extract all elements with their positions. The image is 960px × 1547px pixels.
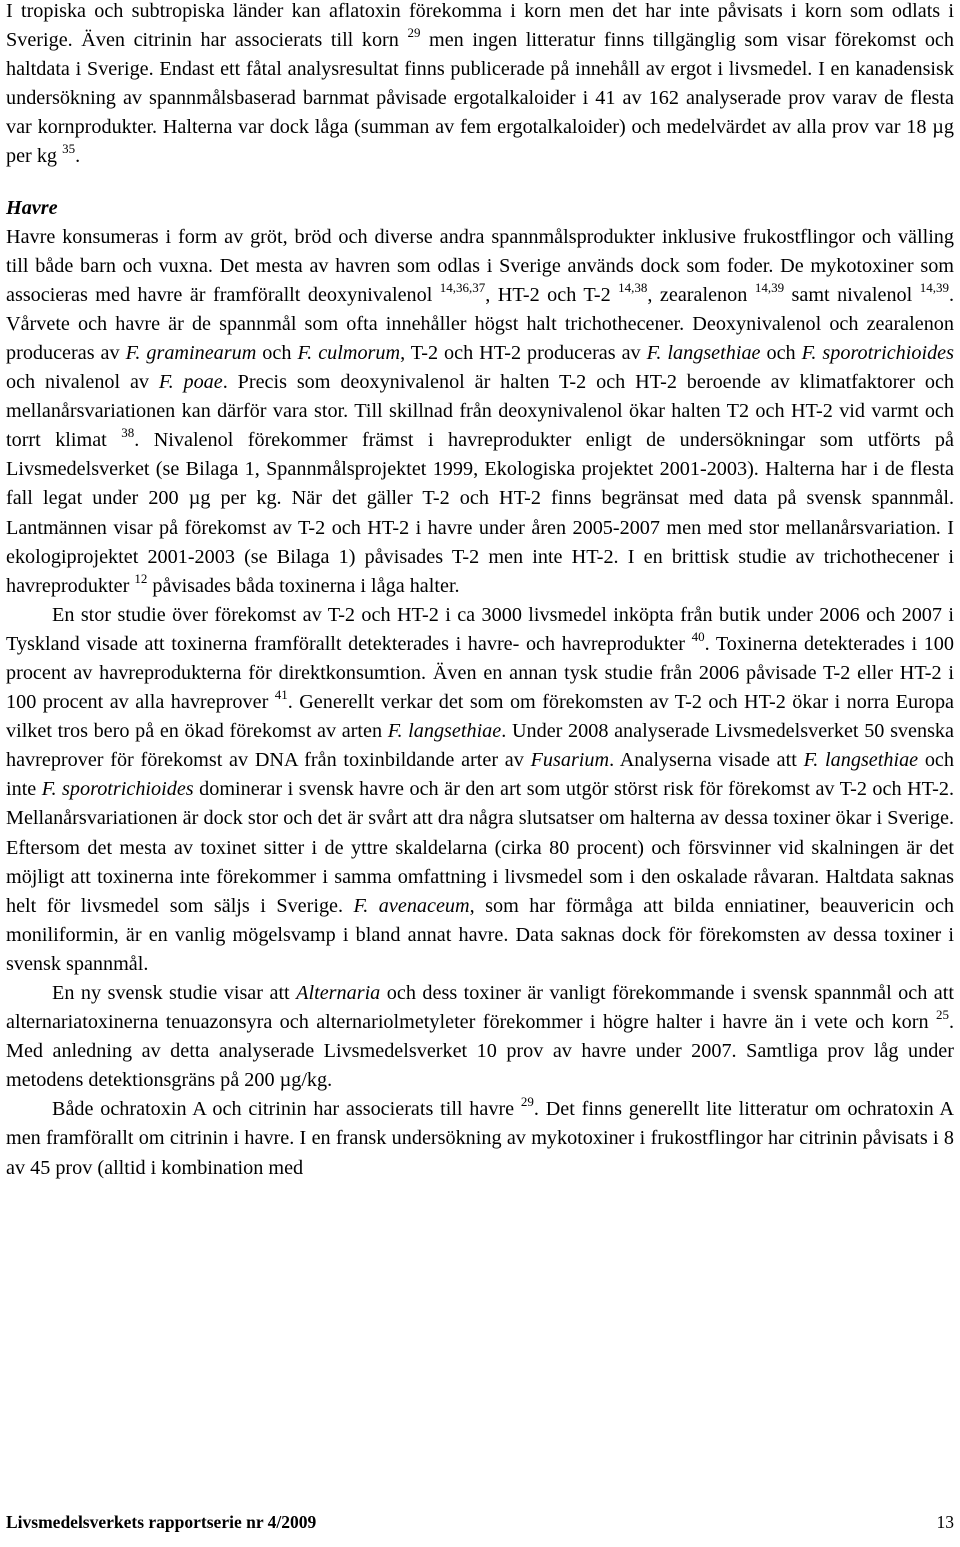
text-run: och xyxy=(760,341,802,364)
text-run: och inte xyxy=(6,749,954,801)
text-run: , zearalenon xyxy=(647,283,755,306)
reference-number: 14,38 xyxy=(618,279,648,295)
text-run: En ny svensk studie visar att xyxy=(52,982,297,1004)
paragraph-havre-3 xyxy=(6,979,954,1095)
text-run: . Det finns generellt lite litteratur om ochratoxin A men framförallt om citrinin i havre. I en fransk undersökning av mykotoxiner i frukostflingor har citrinin påvisats i 8 av 45 prov (alltid i kombination med xyxy=(6,1098,954,1179)
document-body xyxy=(6,0,954,1183)
species-name: F. langsethiae xyxy=(387,720,502,743)
species-name: F. avenaceum xyxy=(353,894,470,917)
page-number: 13 xyxy=(936,1512,954,1532)
species-name: F. culmorum xyxy=(297,341,401,364)
text-run: . Toxinerna detekterades i 100 procent av havreprodukterna för direktkonsumtion. Även en annan tysk studie från 2006 påvisade T-2 eller HT-2 i 100 procent av alla havreprover xyxy=(6,632,954,714)
text-run: och nivalenol av xyxy=(6,371,159,394)
reference-number: 14,39 xyxy=(754,279,785,295)
species-name: F. langsethiae xyxy=(646,341,761,364)
text-run: men ingen litteratur finns tillgänglig som visar förekomst och haltdata i Sverige. Endast ett fåtal analysresultat finns publicerade på innehåll av ergot i livsmedel. I en kanadensisk undersökning av spannmålsbaserad barnmat påvisade ergotalkaloider i 41 av 162 analyserade prov varav de flesta var kornprodukter. Halterna var dock låga (summan av fem ergotalkaloider) och medelvärdet av alla prov var 18 µg per kg xyxy=(6,29,954,168)
reference-number: 12 xyxy=(134,570,148,586)
text-run: I tropiska och subtropiska länder kan aflatoxin förekomma i korn men det har inte påvisats i korn som odlats i Sverige. Även citrinin har associerats till korn xyxy=(6,0,954,52)
reference-number: 35 xyxy=(62,141,76,157)
text-run: påvisades båda toxinerna i låga halter. xyxy=(147,574,460,597)
reference-number: 41 xyxy=(274,687,288,703)
reference-number: 38 xyxy=(121,425,135,441)
species-name: F. sporotrichioides xyxy=(801,341,955,364)
text-run: . Generellt verkar det som om förekomsten av T-2 och HT-2 ökar i norra Europa vilket tros bero på en ökad förekomst av arten xyxy=(6,691,954,743)
report-series-label: Livsmedelsverkets rapportserie nr 4/2009 xyxy=(6,1512,317,1532)
species-name: F. sporotrichioides xyxy=(41,778,194,801)
species-name: F. graminearum xyxy=(125,341,257,364)
text-run: samt nivalenol xyxy=(784,283,920,306)
reference-number: 14,36,37 xyxy=(439,279,486,295)
text-run: . Under 2008 analyserade Livsmedelsverket 50 svenska havreprover för förekomst av DNA från toxinbildande arter av xyxy=(6,720,954,772)
text-run: . Analyserna visade att xyxy=(609,749,804,772)
reference-number: 14,39 xyxy=(919,279,949,295)
text-run: och xyxy=(256,341,298,364)
paragraph-havre-1 xyxy=(6,223,954,601)
page-footer xyxy=(6,1511,954,1533)
text-run: . Med anledning av detta analyserade Livsmedelsverket 10 prov av havre under 2007. Samtliga prov låg under metodens detektionsgräns på 200 µg/kg. xyxy=(6,1011,954,1092)
text-run: . xyxy=(75,145,81,168)
paragraph-havre-2 xyxy=(6,601,954,979)
text-run: Havre xyxy=(6,196,58,219)
text-run: och dess toxiner är vanligt förekommande i svensk spannmål och att alternariatoxinerna tenuazonsyra och alternariolmetyleter förekommer i högre halter i havre än i vete och korn xyxy=(6,982,954,1034)
species-name: Fusarium xyxy=(530,749,610,772)
text-run: , T-2 och HT-2 produceras av xyxy=(400,341,647,364)
text-run: Både ochratoxin A och citrinin har associerats till havre xyxy=(52,1098,521,1121)
species-name: F. langsethiae xyxy=(803,749,919,772)
species-name: F. poae xyxy=(158,371,223,394)
species-name: Alternaria xyxy=(296,982,381,1004)
text-run: . Nivalenol förekommer främst i havreprodukter enligt de undersökningar som utförts på Livsmedelsverket (se Bilaga 1, Spannmålsprojektet 1999, Ekologiska projektet 2001-2003). Halterna har i de flesta fall legat under 200 µg per kg. När det gäller T-2 och HT-2 finns begränsat med data på svensk spannmål. Lantmännen visar på förekomst av T-2 och HT-2 i havre under åren 2005-2007 men med stor mellanårsvariation. I ekologiprojektet 2001-2003 (se Bilaga 1) påvisades T-2 men inte HT-2. I en brittisk studie av trichothecener i havreprodukter xyxy=(6,429,954,597)
section-heading xyxy=(6,194,954,223)
text-run: En stor studie över förekomst av T-2 och HT-2 i ca 3000 livsmedel inköpta från butik under 2006 och 2007 i Tyskland visade att toxinerna framförallt detekterades i havre- och havreprodukter xyxy=(6,603,954,655)
paragraph-intro xyxy=(6,0,954,172)
text-run: dominerar i svensk havre och är den art som utgör störst risk för förekomst av T-2 och HT-2. Mellanårsvariationen är dock stor och det är svårt att dra några slutsatser om halterna av dessa toxiner ökar i Sverige. Eftersom det mesta av toxinet sitter i de yttre skaldelarna (cirka 80 procent) och försvinner vid skalningen är det möjligt att toxinerna inte förekommer i samma omfattning i livsmedel som i den oskalade råvaran. Haltdata saknas helt för livsmedel som säljs i Sverige. xyxy=(6,778,954,917)
reference-number: 25 xyxy=(935,1007,949,1023)
text-run: . Vårvete och havre är de spannmål som ofta innehåller högst halt trichothecener. Deoxynivalenol och zearalenon produceras av xyxy=(6,283,955,364)
text-run: Havre konsumeras i form av gröt, bröd och diverse andra spannmålsprodukter inklusive frukostflingor och välling till både barn och vuxna. Det mesta av havren som odlas i Sverige används dock som foder. De mykotoxiner som associeras med havre är framförallt deoxynivalenol xyxy=(6,225,954,306)
text-run: , HT-2 och T-2 xyxy=(485,283,619,306)
text-run: . Precis som deoxynivalenol är halten T-2 och HT-2 beroende av klimatfaktorer och mellanårsvariationen kan därför vara stor. Till skillnad från deoxynivalenol ökar halten T2 och HT-2 vid varmt och torrt klimat xyxy=(6,371,954,452)
text-run: , som har förmåga att bilda enniatiner, beauvericin och moniliformin, är en vanlig mögelsvamp i bland annat havre. Data saknas dock för förekomsten av dessa toxiner i svensk spannmål. xyxy=(6,894,954,975)
reference-number: 40 xyxy=(691,628,705,644)
paragraph-havre-4 xyxy=(6,1095,954,1182)
reference-number: 29 xyxy=(407,25,421,41)
reference-number: 29 xyxy=(520,1094,534,1110)
